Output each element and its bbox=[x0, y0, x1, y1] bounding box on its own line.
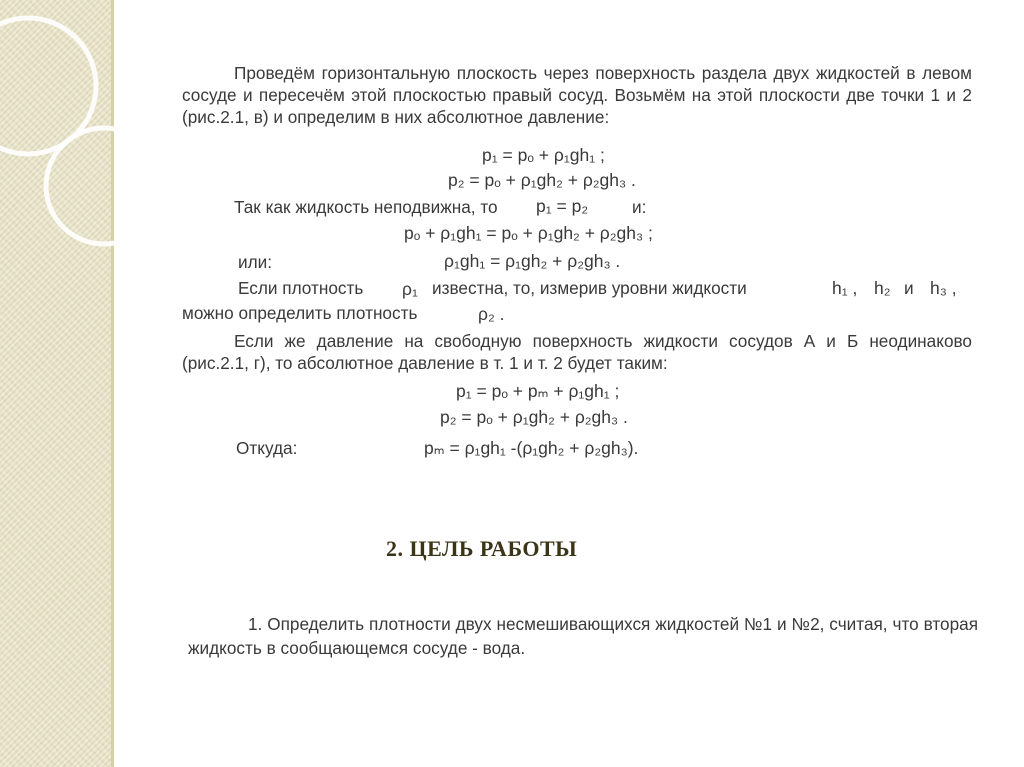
symbol-rho2: ρ₂ . bbox=[478, 304, 505, 324]
decorative-circles bbox=[0, 0, 180, 260]
formula-gauge-pressure: pₘ = ρ₁gh₁ -(ρ₁gh₂ + ρ₂gh₃). bbox=[424, 438, 639, 458]
paragraph-2-tail: и: bbox=[632, 197, 647, 217]
paragraph-2: Так как жидкость неподвижна, то bbox=[234, 197, 498, 217]
paragraph-3-c: можно определить плотность bbox=[182, 303, 418, 323]
symbol-rho1: ρ₁ bbox=[402, 279, 418, 299]
paragraph-3-b: известна, то, измерив уровни жидкости bbox=[432, 278, 747, 298]
label-or: или: bbox=[238, 252, 273, 272]
formula-p1-eq-p2: p₁ = p₂ bbox=[536, 196, 589, 216]
symbol-h2: h₂ bbox=[874, 278, 891, 298]
formula-p1-gauge: p₁ = pₒ + pₘ + ρ₁gh₁ ; bbox=[456, 381, 620, 401]
section-title: 2. ЦЕЛЬ РАБОТЫ bbox=[386, 536, 578, 561]
goal-item-1: 1. Определить плотности двух несмешивающихся жидкостей №1 и №2, считая, что вторая жидкость в сообщающемся сосуде - вода. bbox=[188, 614, 978, 658]
label-whence: Откуда: bbox=[236, 438, 298, 458]
formula-p2: p₂ = pₒ + ρ₁gh₂ + ρ₂gh₃ . bbox=[448, 170, 636, 190]
formula-reduced: ρ₁gh₁ = ρ₁gh₂ + ρ₂gh₃ . bbox=[444, 251, 621, 271]
paragraph-4: Если же давление на свободную поверхность жидкости сосудов А и Б неодинаково (рис.2.1, г), то абсолютное давление в т. 1 и т. 2 будет таким: bbox=[182, 331, 972, 373]
formula-p1: p₁ = pₒ + ρ₁gh₁ ; bbox=[482, 145, 605, 165]
slide-body bbox=[182, 62, 972, 128]
paragraph-3-a: Если плотность bbox=[238, 278, 364, 298]
paragraph-4-block bbox=[182, 330, 972, 374]
word-and: и bbox=[904, 278, 914, 298]
formula-equality: pₒ + ρ₁gh₁ = pₒ + ρ₁gh₂ + ρ₂gh₃ ; bbox=[404, 223, 653, 243]
symbol-h1: h₁ , bbox=[832, 278, 858, 298]
formula-p2-gauge: p₂ = pₒ + ρ₁gh₂ + ρ₂gh₃ . bbox=[440, 407, 628, 427]
goal-list bbox=[188, 612, 978, 660]
paragraph-1: Проведём горизонтальную плоскость через поверхность раздела двух жидкостей в левом сосуде и пересечём этой плоскостью правый сосуд. Возьмём на этой плоскости две точки 1 и 2 (рис.2.1, в) и определим в них абсолютное давление: bbox=[182, 63, 972, 127]
symbol-h3: h₃ , bbox=[930, 278, 957, 298]
